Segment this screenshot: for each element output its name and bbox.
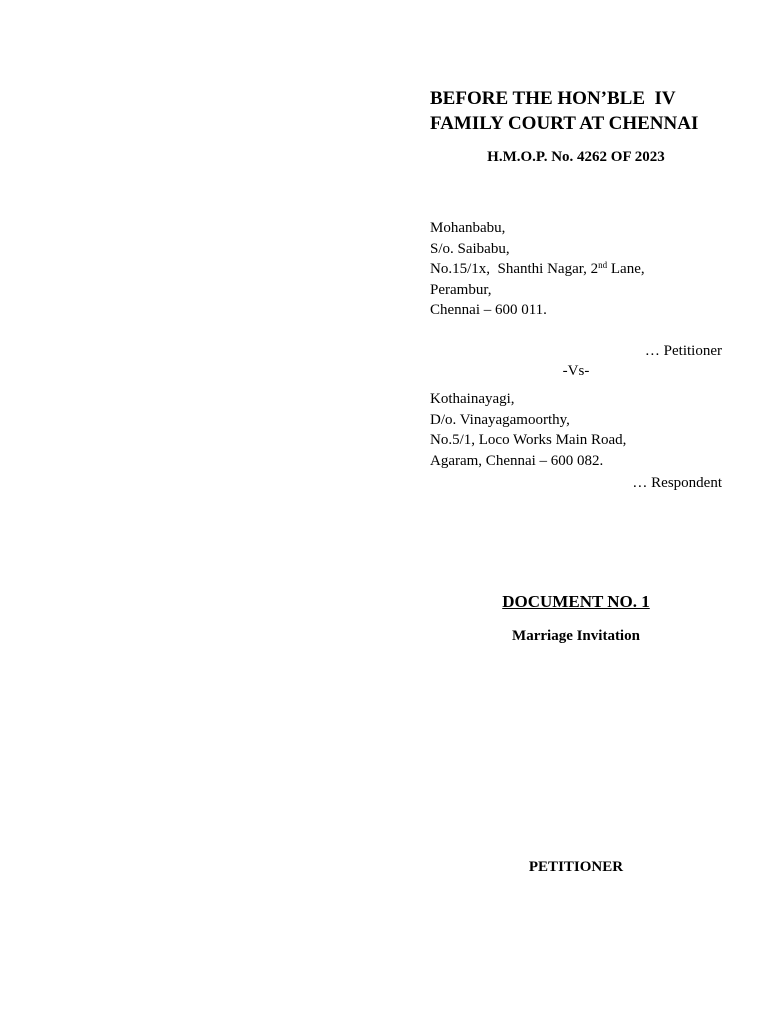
petitioner-name: Mohanbabu, (430, 220, 506, 236)
petitioner-address-line-1-end: Lane, (607, 261, 645, 278)
respondent-address-block (430, 389, 626, 471)
petitioner-address-line-3: Chennai – 600 011. (430, 302, 547, 319)
petitioner-relation: S/o. Saibabu, (430, 240, 510, 257)
signatory-label: PETITIONER (528, 859, 624, 875)
document-number: DOCUMENT NO. 1 (502, 592, 650, 611)
petitioner-address-line-2: Perambur, (430, 281, 492, 298)
court-heading-line-2: FAMILY COURT AT CHENNAI (430, 113, 699, 134)
versus-label: -Vs- (562, 363, 590, 379)
petitioner-address-block (430, 218, 645, 321)
document-number-heading (430, 591, 722, 613)
ordinal-suffix: nd (598, 260, 608, 271)
respondent-role-label: … Respondent (632, 475, 722, 491)
court-heading (430, 86, 698, 136)
respondent-name: Kothainayagi, (430, 391, 515, 407)
respondent-relation: D/o. Vinayagamoorthy, (430, 411, 570, 428)
document-description: Marriage Invitation (512, 628, 640, 644)
respondent-address-line-2: Agaram, Chennai – 600 082. (430, 452, 604, 469)
respondent-address-line-1: No.5/1, Loco Works Main Road, (430, 432, 627, 449)
petitioner-address-line-1 (430, 259, 645, 280)
court-heading-line-1: BEFORE THE HON’BLE IV (430, 88, 676, 109)
petitioner-role-label: … Petitioner (644, 343, 722, 359)
petitioner-address-line-1-main: No.15/1x, Shanthi Nagar, 2 (430, 261, 599, 278)
case-number: H.M.O.P. No. 4262 OF 2023 (487, 149, 665, 165)
